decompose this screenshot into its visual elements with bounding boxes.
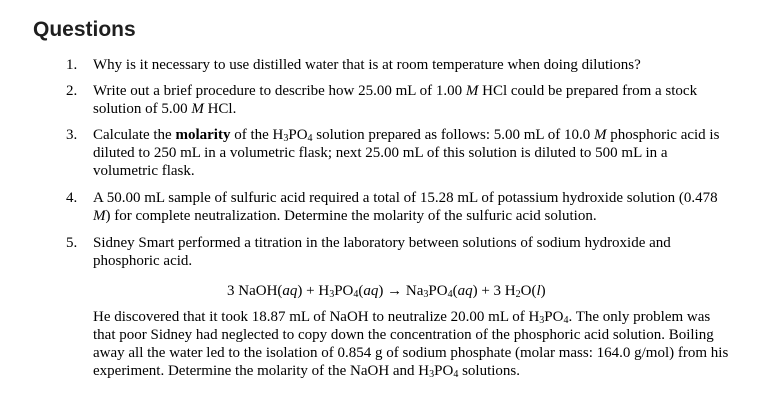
- question-2: [0, 82, 770, 118]
- question-intro: Sidney Smart performed a titration in the laboratory between solutions of sodium hydroxide and phosphoric acid.: [93, 235, 671, 269]
- question-3: [0, 126, 770, 180]
- question-text: A 50.00 mL sample of sulfuric acid required a total of 15.28 mL of potassium hydroxide solution (0.478 M) for complete neutralization. Determine the molarity of the sulfuric acid solution.: [93, 190, 718, 224]
- question-text: Why is it necessary to use distilled water that is at room temperature when doing dilutions?: [93, 57, 641, 73]
- question-list: [0, 56, 770, 380]
- question-number: 5.: [66, 235, 78, 251]
- question-number: 4.: [66, 190, 78, 206]
- section-heading: Questions: [33, 18, 136, 41]
- question-text: Write out a brief procedure to describe how 25.00 mL of 1.00 M HCl could be prepared from a stock solution of 5.00 M HCl.: [93, 83, 698, 117]
- question-number: 3.: [66, 127, 78, 143]
- question-paragraph: He discovered that it took 18.87 mL of NaOH to neutralize 20.00 mL of $H_3PO_4$. The only problem was that poor Sidney had neglected to copy down the concentration of the phosphoric acid solution. Boiling away all the water led to the isolation of 0.854 g of sodium phosphate (molar mass: 164.0 g/mol) from his experiment. Determine the molarity of the NaOH and $H_3PO_4$ solutions.: [93, 309, 729, 380]
- question-number: 2.: [66, 83, 78, 99]
- question-1: [0, 56, 770, 74]
- chemical-equation: 3 NaOH(aq) + $H_3PO_4(aq) \to Na_3PO_4(aq) + 3$ $H_2O(l)$: [227, 283, 546, 300]
- question-text: Calculate the molarity of the $H_3PO_4$ solution prepared as follows: 5.00 mL of 10.0 M phosphoric acid is diluted to 250 mL in a volumetric flask; next 25.00 mL of this solution is diluted to 500 mL in a volumetric flask.: [93, 127, 720, 179]
- question-5: [0, 234, 770, 380]
- question-number: 1.: [66, 57, 78, 73]
- question-4: [0, 189, 770, 225]
